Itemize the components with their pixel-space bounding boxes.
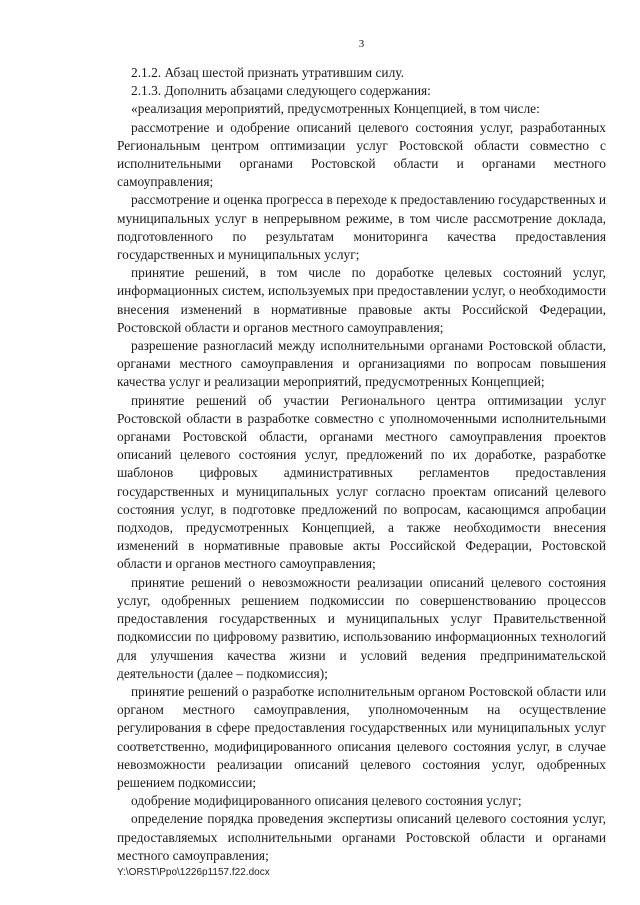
paragraph-approval-modified: одобрение модифицированного описания целевого состояния услуг; <box>131 793 522 809</box>
footer-file-path: Y:\ORST\Ppo\1226p1157.f22.docx <box>117 867 270 878</box>
paragraph-review-approval: рассмотрение и одобрение описаний целевого состояния услуг, разработанных Региональным центром оптимизации услуг Ростовской области совместно с исполнительными органами Ростовской области и органами местного самоуправления; <box>117 119 606 190</box>
paragraph-disputes: разрешение разногласий между исполнительными органами Ростовской области, органами местного самоуправления и организациями по вопросам повышения качества услуг и реализации мероприятий, предусмотренных Концепцией; <box>117 338 606 390</box>
paragraph-impossibility: принятие решений о невозможности реализации описаний целевого состояния услуг, одобренных решением подкомиссии по совершенствованию процессов предоставления государственных и муниципальных услуг Правительственной подкомиссии по цифровому развитию, использованию информационных технологий для улучшения качества жизни и условий ведения предпринимательской деятельности (далее – подкомиссия); <box>117 574 606 681</box>
paragraph-intro: «реализация мероприятий, предусмотренных Концепцией, в том числе: <box>131 101 540 117</box>
paragraph-expertise-order: определение порядка проведения экспертизы описаний целевого состояния услуг, предоставляемых исполнительными органами Ростовской области и органами местного самоуправления; <box>117 811 606 863</box>
paragraph-modified-description: принятие решений о разработке исполнительным органом Ростовской области или органом местного самоуправления, уполномоченным на осуществление регулирования в сфере предоставления государственных или муниципальных услуг соответственно, модифицированного описания целевого состояния услуг, в случае невозможности реализации описаний целевого состояния услуг, одобренных решением подкомиссии; <box>117 683 606 790</box>
paragraph-review-progress: рассмотрение и оценка прогресса в переходе к предоставлению государственных и муниципальных услуг в непрерывном режиме, в том числе рассмотрение доклада, подготовленного по результатам мониторинга качества предоставления государственных и муниципальных услуг; <box>117 192 606 263</box>
paragraph-center-participation: принятие решений об участии Регионального центра оптимизации услуг Ростовской области в разработке совместно с уполномоченными исполнительными органами Ростовской области, органами местного самоуправления проектов описаний целевого состояния услуг, предложений по их доработке, разработке шаблонов цифровых административных регламентов предоставления государственных и муниципальных услуг согласно проектам описаний целевого состояния услуг, в подготовке предложений по вопросам, касающимся апробации подходов, предусмотренных Концепцией, а также необходимости внесения изменений в нормативные правовые акты Российской Федерации, Ростовской области и органов местного самоуправления; <box>117 392 606 572</box>
paragraph-decisions: принятие решений, в том числе по доработке целевых состояний услуг, информационных систем, используемых при предоставлении услуг, о необходимости внесения изменений в нормативные правовые акты Российской Федерации, Ростовской области и органов местного самоуправления; <box>117 265 606 335</box>
page-number: 3 <box>358 38 365 50</box>
paragraph-2-1-3: 2.1.3. Дополнить абзацами следующего содержания: <box>131 83 431 99</box>
paragraph-2-1-2: 2.1.2. Абзац шестой признать утратившим силу. <box>131 65 404 80</box>
